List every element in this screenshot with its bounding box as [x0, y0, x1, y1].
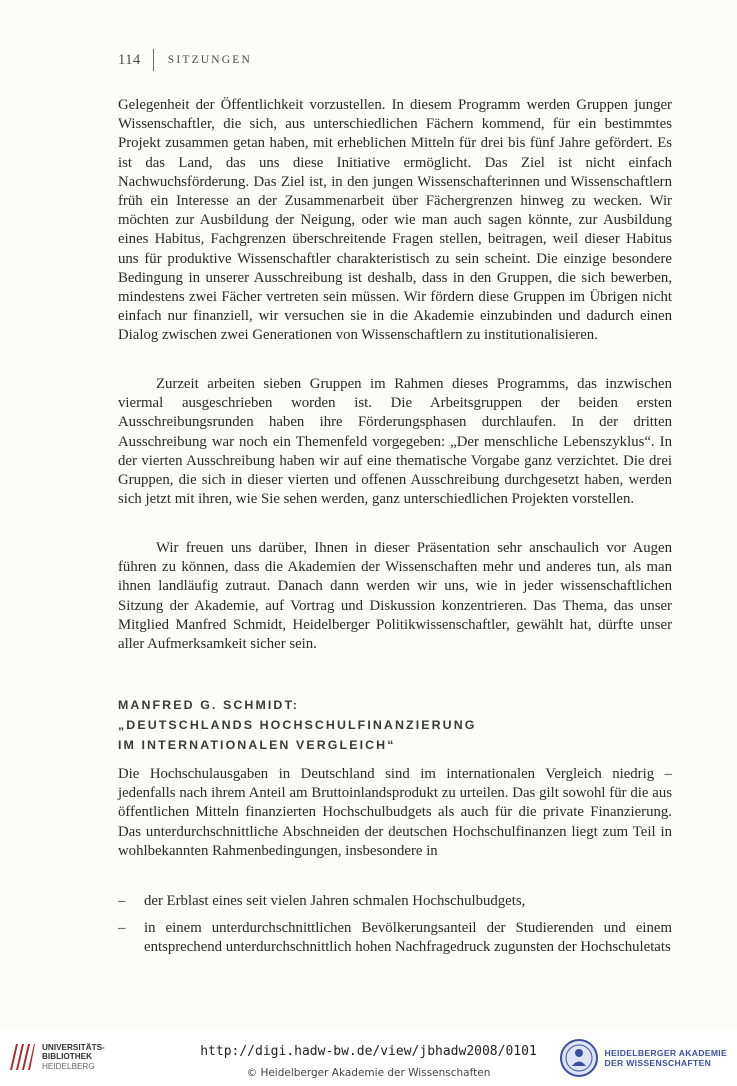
copyright-notice: © Heidelberger Akademie der Wissenschaften [246, 1067, 491, 1079]
page-number: 114 [118, 51, 141, 68]
paragraph-2 [118, 375, 672, 509]
header-divider [153, 49, 154, 71]
paragraph-lines: Gelegenheit der Öffentlichkeit vorzustellen. In diesem Programm werden Gruppen junger Wissenschaftler, die sich, aus unterschiedlichen Fächern kommend, für ein bestimmtes Projekt zusammen getan haben, mit erheblichen Mitteln für drei bis fünf Jahre gefördert. Es ist das Land, das uns diese Initiative ermöglicht. Das Ziel ist nicht einfach Nachwuchsförderung. Das Ziel ist, in den jungen Wissenschafterinnen und Wissenschaftlern früh ein Interesse an der Zusammenarbeit über Fächergrenzen hinweg zu wecken. Wir möchten zur Ausbildung der Neigung, oder wie man auch sagen könnte, zur Ausbildung eines Habitus, Fachgrenzen überschreitende Fragen stellen, beitragen, weil dieser Habitus uns für produktive Wissenschaftler charakteristisch zu sein scheint. Die einzige besondere Bedingung in unserer Ausschreibung ist deshalb, dass in den Gruppen, die sich bewerben, mindestens zwei Fächer vertreten sein müssen. Wir fördern diese Gruppen im Übrigen nicht einfach nur finanziell, wir versuchen sie in die Akademie einzubinden und dadurch einen Dialog zwischen zwei Generationen von Wissenschaftlern zu institutionalisieren. [118, 97, 672, 344]
permalink-url[interactable]: http://digi.hadw-bw.de/view/jbhadw2008/0101 [200, 1044, 537, 1059]
paragraph-1 [118, 96, 672, 346]
page-header [118, 49, 252, 71]
dash-bullet: – [118, 893, 126, 909]
paragraph-lines: Zurzeit arbeiten sieben Gruppen im Rahmen dieses Programms, das inzwischen viermal ausgeschrieben worden ist. Die Arbeitsgruppen der beiden ersten Ausschreibungsrunden haben ihre Förderungsphasen durchlaufen. In der dritten Ausschreibung war noch ein Themenfeld vorgegeben: „Der menschliche Lebenszyklus“. In der vierten Ausschreibung haben wir auf eine thematische Vorgabe ganz verzichtet. Die drei Gruppen, die sich in dieser vierten und offenen Ausschreibung durchgesetzt haben, werden sich jetzt mit ihren, wie Sie sehen werden, ganz unterschiedlichen Projekten vorstellen. [118, 376, 672, 508]
hadw-line1: HEIDELBERGER AKADEMIE [604, 1047, 727, 1058]
hadw-line2: DER WISSENSCHAFTEN [604, 1058, 712, 1068]
list-item [118, 919, 672, 957]
list-item-text: der Erblast eines seit vielen Jahren schmalen Hochschulbudgets, [144, 893, 526, 909]
heading-title-line1: „DEUTSCHLANDS HOCHSCHULFINANZIERUNG [118, 718, 477, 732]
section-heading [118, 695, 672, 755]
running-head: SITZUNGEN [167, 54, 253, 66]
paragraph-4 [118, 765, 672, 861]
paragraph-3 [118, 539, 672, 654]
list-item-text: in einem unterdurchschnittlichen Bevölkerungsanteil der Studierenden und einem entsprechend unterdurchschnittlich hohen Nachfragedruck zugunsten der Hochschuletats [144, 920, 672, 956]
heading-author: MANFRED G. SCHMIDT: [118, 698, 300, 712]
ub-line1: UNIVERSITÄTS- [42, 1042, 105, 1052]
ub-line3: HEIDELBERG [42, 1061, 95, 1071]
ub-line2: BIBLIOTHEK [42, 1052, 93, 1062]
academy-seal-icon [559, 1038, 599, 1078]
heading-title-line2: IM INTERNATIONALEN VERGLEICH“ [118, 738, 396, 752]
viewer-footer [0, 1030, 737, 1086]
bullet-list [118, 892, 672, 958]
paragraph-lines: Wir freuen uns darüber, Ihnen in dieser Präsentation sehr anschaulich vor Augen führen zu können, dass die Akademien der Wissenschaften mehr und anderes tun, als man ihnen landläufig zutraut. Danach dann werden wir uns, wie in jeder wissenschaftlichen Sitzung der Akademie, auf Vortrag und Diskussion konzentrieren. Das Thema, das unser Mitglied Manfred Schmidt, Heidelberger Politikwissenschaftler, gewählt hat, dürfte unser aller Aufmerksamkeit sicher sein. [118, 540, 672, 653]
paragraph-lines: Die Hochschulausgaben in Deutschland sind im internationalen Vergleich niedrig – jedenfalls nach ihrem Anteil am Bruttoinlandsprodukt zu urteilen. Das gilt sowohl für die aus öffentlichen Mitteln finanzierten Hochschulbudgets als auch für die private Finanzierung. Das unterdurchschnittliche Abschneiden der deutschen Hochschulfinanzen liegt zum Teil in wohlbekannten Rahmenbedingungen, insbesondere in [118, 766, 672, 859]
list-item [118, 892, 672, 911]
dash-bullet: – [118, 920, 126, 937]
hadw-logo[interactable] [559, 1038, 727, 1078]
